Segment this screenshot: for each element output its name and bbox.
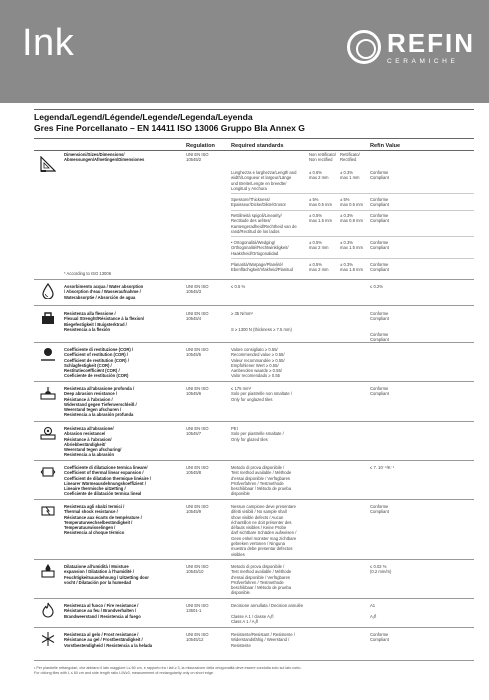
- dims-wedging-value: Conforme Compliant: [370, 240, 389, 251]
- dims-warpage-non-rectified: ± 0.5% max 2 mm: [309, 262, 329, 273]
- logo-sub: CERAMICHE: [387, 58, 459, 65]
- col-regulation: Regulation: [186, 143, 215, 149]
- dims-linearity-non-rectified: ± 0.5% max 1.5 mm: [309, 213, 333, 224]
- weight-icon: [40, 310, 56, 326]
- dims-thickness-rectified: ± 5% max 0.5 mm: [340, 197, 364, 208]
- row-separator: [34, 627, 474, 628]
- restitution-property: Coefficiente di restituzione (COR) / Coefficient of restitution (COR) / Coefficient de restitution (COR) / Schlagfestigkeit (COR) / Restitutiecoëfficiënt (COR) / Coeficiente de restitución (COR): [64, 347, 134, 379]
- deep-abrasion-value: Conforme Compliant: [370, 386, 389, 397]
- thermal-expansion-icon: [40, 464, 56, 480]
- row-separator: [34, 381, 474, 382]
- dims-separator: [231, 258, 474, 259]
- dims-separator: [231, 210, 474, 211]
- thermal-shock-property: Resistenza agli sbalzi termici / Thermal shock resistance / Résistance aux écarts de température / Temperaturwechselbeständigkeit / Temperatuurwisselingen / Resistencia al choque térmico: [64, 504, 142, 536]
- dims-separator: [231, 193, 474, 194]
- row-separator: [34, 279, 474, 280]
- dims-warpage-label: Planarità/Warpage/Planéité/ Ebenflächigkeit/Vlakheid/Planitud: [231, 262, 293, 273]
- water-absorption-required: ≤ 0.5 %: [231, 284, 246, 289]
- frost-resistance-value: Conforme Compliant: [370, 632, 389, 643]
- row-separator: [34, 598, 474, 599]
- col-refin: Refin Value: [370, 143, 401, 149]
- water-drop-icon: [40, 283, 56, 299]
- deep-abrasion-icon: [40, 385, 56, 401]
- deep-abrasion-required: ≤ 175 mm³ Solo per piastrelle non smaltate / Only for unglazed tiles: [231, 386, 292, 402]
- dims-length-rectified: ± 0.3% max 1 mm: [340, 170, 360, 181]
- dims-warpage-value: Conforme Compliant: [370, 262, 389, 273]
- thermal-expansion-required: Metodo di prova disponibile / Test method available / Méthode d'essai disponible / Verfügbares Prüfverfahren / Testmethode beschikbaar / Método de prueba disponible: [231, 465, 292, 497]
- thermal-shock-required: Nessun campione deve presentare difetti visibili / No sample shall show visible defects / Aucun échantillon ne doit présenter des défauts visibles / Keine Probe darf sichtbare Schäden aufweisen / Geen enkel monster mag zichtbare gebreken vertonen / Ninguna muestra debe presentar defectos visibles: [231, 504, 297, 557]
- header-banner: [0, 0, 489, 103]
- page-title: Ink: [22, 22, 75, 64]
- dims-separator: [231, 236, 474, 237]
- dims-linearity-rectified: ± 0.3% max 0.8 mm: [340, 213, 364, 224]
- thermal-shock-regulation: UNI EN ISO 10545/9: [186, 504, 209, 515]
- frost-resistance-regulation: UNI EN ISO 10545/12: [186, 632, 209, 643]
- row-separator: [34, 342, 474, 343]
- water-absorption-value: ≤ 0.2%: [370, 284, 384, 289]
- dims-thickness-label: Spessore/Thickness/ Epaisseur/Dicke/Dikte/Grosor: [231, 197, 286, 208]
- thermal-shock-icon: [40, 503, 56, 519]
- col-required: Required standards: [231, 143, 284, 149]
- dims-header-non-rectified: Non rettificato/ Non rectified: [309, 152, 336, 163]
- dims-linearity-value: Conforme Compliant: [370, 213, 389, 224]
- thermal-shock-value: Conforme Compliant: [370, 504, 389, 515]
- fire-resistance-required: Decisione annullata / Decision annulée Classe A 1 / classe A₁fl Class A 1 / A₁fl: [231, 603, 304, 624]
- dims-wedging-label: • Ortogonalità/Wedging/ Orthogonalité/Rechtwinkligkeit/ Haaksheid/Ortogonalidad: [231, 240, 289, 256]
- water-absorption-regulation: UNI EN ISO 10545/3: [186, 284, 209, 295]
- logo-mark-icon: [347, 30, 381, 64]
- flexural-strength-required: ≥ 35 N/mm² S ≥ 1300 N (thickness ≥ 7.5 mm): [231, 311, 292, 332]
- dims-linearity-label: Rettilineità spigoli/Linearity/ Rectitude des arêtes/ Kantengeradheid/Rechtheid van de rand/Rectitud de los lados: [231, 213, 297, 234]
- frost-resistance-property: Resistenza al gelo / Frost resistance / Résistance au gel / Frostbeständigkeit / Vorstbestendigheid / Resistencia a la helada: [64, 632, 153, 648]
- set-square-icon: [40, 156, 56, 172]
- moisture-expansion-required: Metodo di prova disponibile / Test method available / Méthode d'essai disponible / Verfügbares Prüfverfahren / Testmethode beschikbaar / Método de prueba disponible: [231, 564, 292, 596]
- dims-thickness-value: Conforme Compliant: [370, 197, 389, 208]
- dims-wedging-non-rectified: ± 0.5% max 2 mm: [309, 240, 329, 251]
- dims-regulation: UNI EN ISO 10545/2: [186, 152, 209, 163]
- flexural-strength-value: Conforme Compliant Conforme Compliant: [370, 311, 389, 343]
- frost-icon: [40, 631, 56, 647]
- top-rule: [34, 109, 474, 110]
- row-separator: [34, 499, 474, 500]
- dims-wedging-rectified: ± 0.3% max 1.5 mm: [340, 240, 364, 251]
- thermal-expansion-property: Coefficiente di dilatazione termica lineare/ Coefficient of thermal linear expansion / Coefficient de dilatation thermique linéaire / Linearer Wärmeausdehnungskoeffizient / Lineaire thermische uitzetting / Coeficiente de dilatación termica lineal: [64, 465, 152, 497]
- dims-length-label: Lunghezza e larghezza/Length and width/Longueur et largeur/Länge und Breite/Lengte en breedte/ Longitud y Anchura: [231, 170, 297, 191]
- dims-thickness-non-rectified: ± 5% max 0.5 mm: [309, 197, 333, 208]
- water-absorption-property: Assorbimento acqua / Water absorption / Absorption d'eau / Wasseraufnahme / Waterabsorptie / Absorción de agua: [64, 284, 144, 300]
- row-separator: [34, 559, 474, 560]
- abrasion-icon: [40, 425, 56, 441]
- row-separator: [34, 421, 474, 422]
- dims-length-value: Conforme Compliant: [370, 170, 389, 181]
- row-separator: [34, 660, 474, 661]
- abrasion-required: PEI Solo per piastrelle smaltate / Only for glazed tiles: [231, 426, 284, 442]
- heading-rule: [34, 138, 474, 139]
- columns-rule: [34, 150, 474, 151]
- moisture-expansion-property: Dilatazione all'umidità / Moisture expansion / Dilatation à l'humidité / Feuchtigkeitsausdehnung / Uitzetting door vocht / Dilatación por la humedad: [64, 564, 149, 585]
- row-separator: [34, 460, 474, 461]
- legend-heading: [34, 112, 305, 134]
- dims-property: Dimensioni/Sizes/Dimensions/ Abmessungen/Afmetingen/Dimensiones: [64, 152, 145, 163]
- restitution-icon: [40, 346, 56, 362]
- deep-abrasion-regulation: UNI EN ISO 10545/6: [186, 386, 209, 397]
- thermal-expansion-value: ≤ 7. 10⁻⁶/K⁻¹: [370, 465, 395, 470]
- abrasion-property: Resistenza all'abrasione/ Abrasion resistance/ Résistance à l'abrasion/ Abriebbeständigkeit/ Weerstand tegen afschuring/ Resistencia a la abrasión: [64, 426, 122, 458]
- logo-word: REFIN: [387, 28, 475, 58]
- dims-warpage-rectified: ± 0.3% max 1.8 mm: [340, 262, 364, 273]
- abrasion-regulation: UNI EN ISO 10545/7: [186, 426, 209, 437]
- fire-resistance-regulation: UNI EN ISO 13501-1: [186, 603, 209, 614]
- deep-abrasion-property: Resistenza all'abrasione profonda / Deep abrasion resistance / Résistance à l'abrasion / Widerstand gegen Tiefenverschleiß / Weerstand tegen afschuren / Resistencia a la abrasión profunda: [64, 386, 137, 418]
- footnote: • Per piastrelle rettangolari, che abbiano il lato maggiore L≤ 60 cm, e rapporto fra i lati ≥ 3, la misurazione della ortogonalità deve essere condotta solo sul lato corto. For oblong tiles with L ≤ 60 cm and side length ratio L/W≥3, measurement of rectangularity only on short edge.: [34, 666, 302, 675]
- moisture-expansion-value: ≤ 0.02 % (0.2 mm/m): [370, 564, 392, 575]
- flexural-strength-property: Resistenza alla flessione / Flexual Strenght/Résistance à la flexion/ Biegefestigkeit / Buigsterktrad / Resistencia a la flexión: [64, 311, 145, 332]
- restitution-required: Valore consigliato ≥ 0.55/ Recommended value ≥ 0.55/ Valeur recommandée ≥ 0.55/ Empfohlener Wert ≥ 0.55/ Aanbevolen waarde ≥ 0.55/ Valor recomendado ≥ 0.55: [231, 347, 285, 379]
- dims-header-rectified: Rettificato/ Rectified: [340, 152, 360, 163]
- legend-title: Legenda/Legend/Légende/Legende/Legenda/Leyenda: [34, 112, 253, 122]
- fire-resistance-property: Resistenza al fuoco / Fire resistance / Résistance au feu / Brandverhalten / Brandweerstand / Resistencia al fuego: [64, 603, 141, 619]
- dims-length-non-rectified: ± 0.6% max 2 mm: [309, 170, 329, 181]
- fire-icon: [40, 602, 56, 618]
- restitution-regulation: UNI EN ISO 10545/5: [186, 347, 209, 358]
- brand-logo: [347, 30, 475, 65]
- thermal-expansion-regulation: UNI EN ISO 10545/8: [186, 465, 209, 476]
- frost-resistance-required: Resistente/Resistant / Resistente / Widerstandsfähig / Weerstand / Resistente: [231, 632, 296, 648]
- moisture-expansion-icon: [40, 563, 56, 579]
- flexural-strength-regulation: UNI EN ISO 10545/4: [186, 311, 209, 322]
- moisture-expansion-regulation: UNI EN ISO 10545/10: [186, 564, 209, 575]
- fire-resistance-value: A1 A₁fl: [370, 603, 377, 619]
- row-separator: [34, 305, 474, 306]
- legend-subtitle: Gres Fine Porcellanato – EN 14411 ISO 13006 Gruppo BIa Annex G: [34, 123, 305, 133]
- dims-footnote: * According to ISO 13006: [64, 271, 112, 276]
